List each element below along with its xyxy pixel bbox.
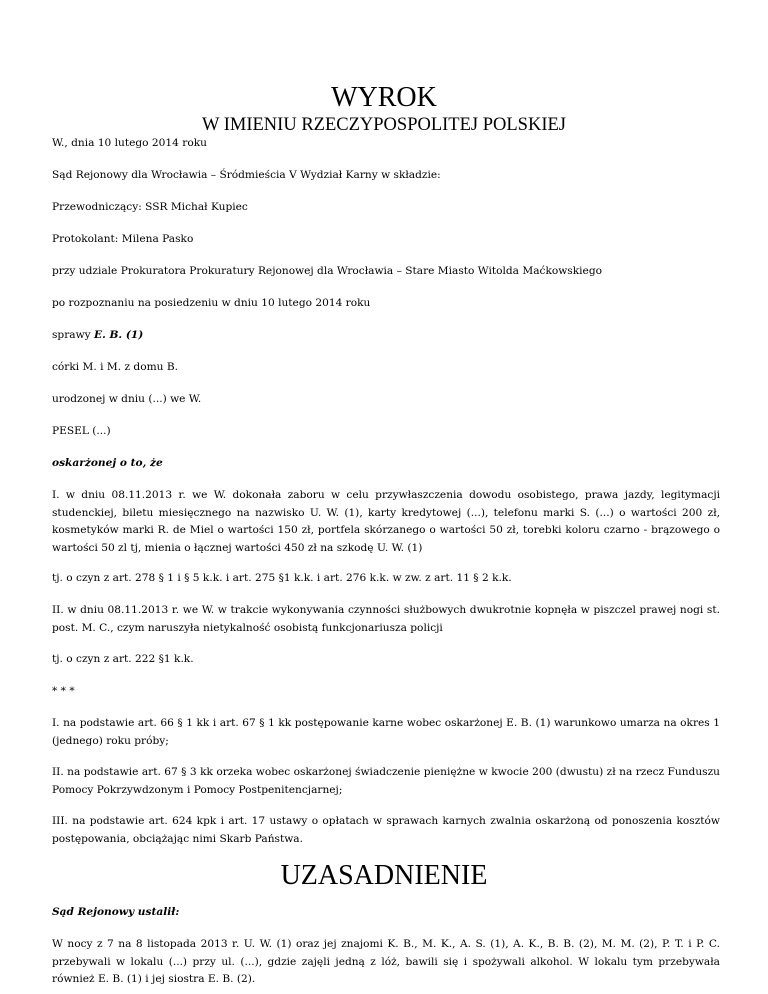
case-line (52, 327, 720, 345)
defendant-name: E. B. (1) (94, 329, 144, 341)
pesel-line: PESEL (...) (52, 425, 111, 437)
ruling-3: III. na podstawie art. 624 kpk i art. 17 ustawy o opłatach w sprawach karnych zwalnia oskarżoną od ponoszenia kosztów postępowania, obciążając nimi Skarb Państwa. (52, 815, 720, 845)
clerk-line: Protokolant: Milena Pasko (52, 233, 194, 245)
parents-line: córki M. i M. z domu B. (52, 361, 178, 373)
chair-line: Przewodniczący: SSR Michał Kupiec (52, 201, 248, 213)
case-prefix: sprawy (52, 329, 95, 341)
justification-title: UZASADNIENIE (280, 860, 488, 891)
charge-2-text: II. w dniu 08.11.2013 r. we W. w trakcie wykonywania czynności służbowych dwukrotnie kopnęła w piszczel prawej nogi st. post. M. C., czym naruszyła nietykalność osobistą funkcjonariusza policji (52, 604, 720, 634)
born-line: urodzonej w dniu (...) we W. (52, 393, 202, 405)
hearing-line: po rozpoznaniu na posiedzeniu w dniu 10 lutego 2014 roku (52, 297, 371, 309)
ruling-2: II. na podstawie art. 67 § 3 kk orzeka wobec oskarżonej świadczenie pieniężne w kwocie 200 (dwustu) zł na rzecz Funduszu Pomocy Pokrzywdzonym i Pomocy Postpenitencjarnej; (52, 766, 720, 796)
justification-heading: Sąd Rejonowy ustalił: (52, 906, 180, 918)
charge-2-qualification: tj. o czyn z art. 222 §1 k.k. (52, 653, 194, 665)
justification-paragraph: W nocy z 7 na 8 listopada 2013 r. U. W. (1) oraz jej znajomi K. B., M. K., A. S. (1), A. K., B. B. (2), M. M. (2), P. T. i P. C. przebywali w lokalu (...) przy ul. (...), gdzie zajęli jedną z lóż, bawili się i spożywali alkohol. W lokalu tym przebywała również E. B. (1) i jej siostra E. B. (2). (52, 938, 720, 985)
document-subtitle: W IMIENIU RZECZYPOSPOLITEJ POLSKIEJ (201, 115, 566, 135)
charge-1-qualification: tj. o czyn z art. 278 § 1 i § 5 k.k. i art. 275 §1 k.k. i art. 276 k.k. w zw. z art. 11 § 2 k.k. (52, 572, 512, 584)
ruling-1: I. na podstawie art. 66 § 1 kk i art. 67 § 1 kk postępowanie karne wobec oskarżonej E. B. (1) warunkowo umarza na okres 1 (jednego) roku próby; (52, 717, 720, 747)
prosecutor-line: przy udziale Prokuratora Prokuratury Rejonowej dla Wrocławia – Stare Miasto Witolda Maćkowskiego (52, 265, 602, 277)
document-title: WYROK (331, 82, 437, 113)
separator: * * * (52, 685, 75, 697)
date-line: W., dnia 10 lutego 2014 roku (52, 137, 207, 149)
charge-1-text: I. w dniu 08.11.2013 r. we W. dokonała zaboru w celu przywłaszczenia dowodu osobistego, prawa jazdy, legitymacji studenckiej, biletu miesięcznego na nazwisko U. W. (1), karty kredytowej (...), telefonu marki S. (...) o wartości 200 zł, kosmetyków marki R. de Miel o wartości 150 zł, portfela skórzanego o wartości 50 zł, torebki koloru czarno - brązowego o wartości 50 zl tj, mienia o łącznej wartości 450 zł na szkodę U. W. (1) (52, 489, 720, 554)
charged-heading: oskarżonej o to, że (52, 457, 163, 469)
court-line: Sąd Rejonowy dla Wrocławia – Śródmieścia V Wydział Karny w składzie: (52, 169, 441, 181)
